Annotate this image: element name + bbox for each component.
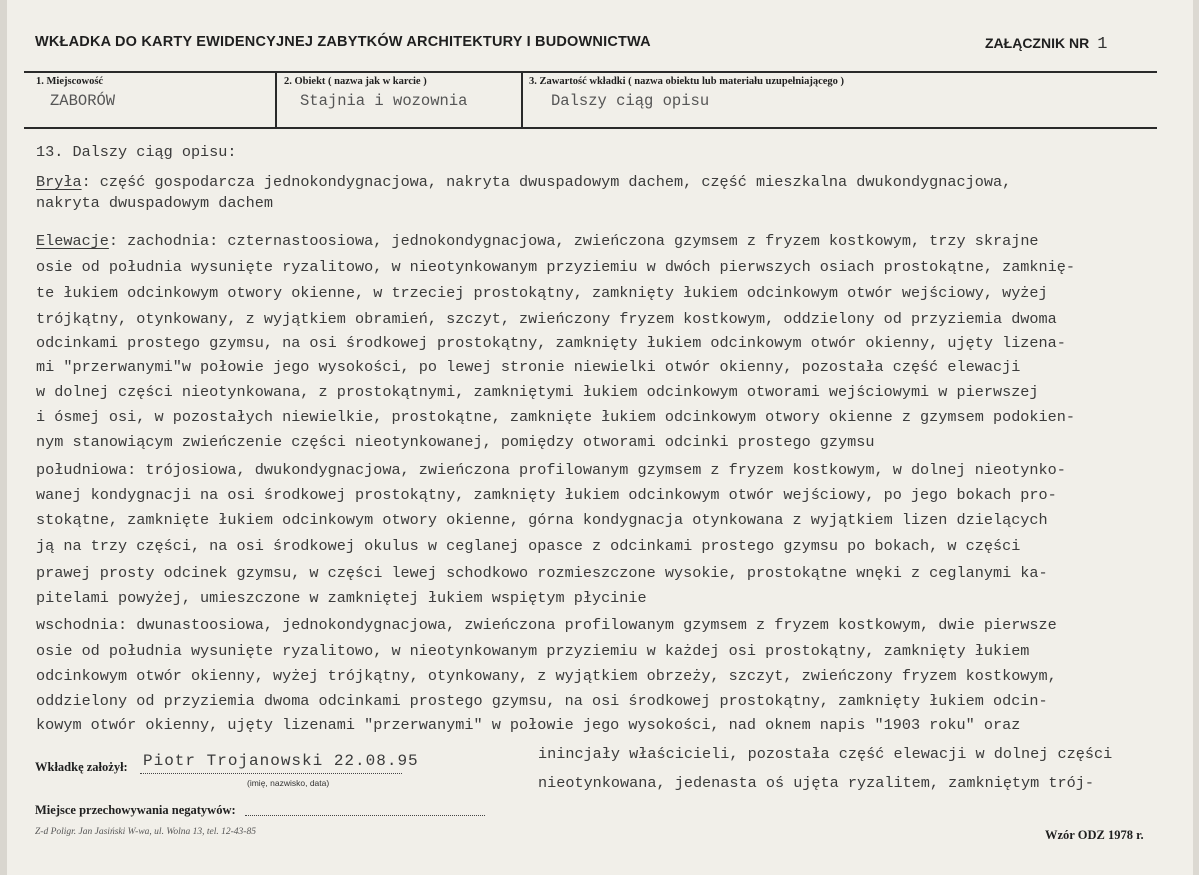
field-divider-1	[275, 71, 277, 129]
body-line-right: inincjały właścicieli, pozostała część elewacji w dolnej części	[538, 745, 1113, 763]
elewacje-text-1: : zachodnia: czternastoosiowa, jednokondygnacjowa, zwieńczona gzymsem z fryzem kostkowym, trzy skrajne	[108, 232, 1039, 250]
annex-label	[985, 35, 1107, 54]
body-line: osie od południa wysunięte ryzalitowo, w nieotynkowanym przyziemiu w każdej osi prostokątny, zamknięty łukiem	[36, 642, 1030, 660]
body-line: osie od południa wysunięte ryzalitowo, w nieotynkowanym przyziemiu w dwóch pierwszych osiach prostokątne, zamknię-	[36, 258, 1075, 276]
bryla-text-1: : część gospodarcza jednokondygnacjowa, nakryta dwuspadowym dachem, część mieszkalna dwukondygnacjowa,	[81, 173, 1012, 191]
elewacje-label: Elewacje	[36, 232, 109, 250]
annex-label-text: ZAŁĄCZNIK NR	[985, 35, 1090, 51]
body-line: nym stanowiącym zwieńczenie części nieotynkowanej, pomiędzy otworami odcinki prostego gzymsu	[36, 433, 875, 451]
body-line: prawej prosty odcinek gzymsu, w części lewej schodkowo rozmieszczone wysokie, prostokątne wnęki z ceglanymi ka-	[36, 564, 1048, 582]
object-label: 2. Obiekt ( nazwa jak w karcie )	[284, 76, 427, 87]
body-line: trójkątny, otynkowany, z wyjątkiem obramień, szczyt, zwieńczony fryzem kostkowym, oddzielony od przyziemia dwoma	[36, 310, 1057, 328]
negatives-blank-line	[245, 815, 485, 816]
body-line: stokątne, zamknięte łukiem odcinkowym otwory okienne, górna kondygnacja otynkowana z wyjątkiem lizen dzielących	[36, 511, 1048, 529]
object-value: Stajnia i wozownia	[300, 92, 468, 110]
form-title: WKŁADKA DO KARTY EWIDENCYJNEJ ZABYTKÓW ARCHITEKTURY I BUDOWNICTWA	[35, 34, 651, 50]
body-line: wanej kondygnacji na osi środkowej prostokątny, zamknięty łukiem odcinkowym otwór wejściowy, po jego bokach pro-	[36, 486, 1057, 504]
author-caption: (imię, nazwisko, data)	[247, 778, 330, 788]
body-line-right: nieotynkowana, jedenasta oś ujęta ryzalitem, zamkniętym trój-	[538, 774, 1094, 792]
body-line: w dolnej części nieotynkowana, z prostokątnymi, zamkniętymi łukiem odcinkowym otworami wejściowymi w pierwszej	[36, 383, 1039, 401]
body-line: kowym otwór okienny, ujęty lizenami "przerwanymi" w połowie jego wysokości, nad oknem napis "1903 roku" oraz	[36, 716, 1021, 734]
elewacje-line-1	[36, 232, 1039, 250]
body-line: te łukiem odcinkowym otwory okienne, w trzeciej prostokątny, zamknięty łukiem odcinkowym otwór wejściowy, wyżej	[36, 284, 1048, 302]
bryla-line-2: nakryta dwuspadowym dachem	[36, 194, 273, 212]
form-code: Wzór ODZ 1978 r.	[1045, 828, 1144, 842]
section-heading: 13. Dalszy ciąg opisu:	[36, 143, 237, 161]
field-divider-2	[521, 71, 523, 129]
body-line: wschodnia: dwunastoosiowa, jednokondygnacjowa, zwieńczona profilowanym gzymsem z fryzem kostkowym, dwie pierwsze	[36, 616, 1057, 634]
field-box-bottom-rule	[24, 127, 1157, 129]
body-line: ją na trzy części, na osi środkowej okulus w ceglanej opasce z odcinkami prostego gzymsu po bokach, w części	[36, 537, 1021, 555]
negatives-label: Miejsce przechowywania negatywów:	[35, 803, 236, 817]
left-edge-shadow	[0, 0, 7, 875]
field-box-top-rule	[24, 71, 1157, 73]
author-signature: Piotr Trojanowski 22.08.95	[143, 752, 419, 770]
body-line: i ósmej osi, w pozostałych niewielkie, prostokątne, zamknięte łukiem odcinkowym otwory okienne z gzymsem podokien-	[36, 408, 1075, 426]
right-edge-shadow	[1193, 0, 1199, 875]
body-line: odcinkowym otwór okienny, wyżej trójkątny, otynkowany, z wyjątkiem obrzeży, szczyt, zwieńczony fryzem kostkowym,	[36, 667, 1057, 685]
body-line: południowa: trójosiowa, dwukondygnacjowa, zwieńczona profilowanym gzymsem z fryzem kostkowym, w dolnej nieotynko-	[36, 461, 1066, 479]
body-line: odcinkami prostego gzymsu, na osi środkowej prostokątny, zamknięty łukiem odcinkowym otwór okienny, ujęty lizena-	[36, 334, 1066, 352]
printer-note: Z-d Poligr. Jan Jasiński W-wa, ul. Wolna 13, tel. 12-43-85	[35, 827, 256, 837]
body-line: oddzielony od przyziemia dwoma odcinkami prostego gzymsu, na osi środkowej prostokątny, zamknięty łukiem odcin-	[36, 692, 1048, 710]
author-label: Wkładkę założył:	[35, 760, 128, 774]
body-line: mi "przerwanymi"w połowie jego wysokości, po lewej stronie niewielki otwór okienny, pozostała część elewacji	[36, 358, 1021, 376]
annex-number: 1	[1097, 35, 1108, 54]
locality-label: 1. Miejscowość	[36, 76, 104, 87]
bryla-line-1	[36, 173, 1011, 191]
body-line: pitelami powyżej, umieszczone w zamkniętej łukiem wspiętym płycinie	[36, 589, 647, 607]
author-signature-line	[140, 773, 402, 774]
contents-value: Dalszy ciąg opisu	[551, 92, 710, 110]
locality-value: ZABORÓW	[50, 92, 116, 110]
bryla-label: Bryła	[36, 173, 82, 191]
contents-label: 3. Zawartość wkładki ( nazwa obiektu lub materiału uzupełniającego )	[529, 76, 845, 87]
